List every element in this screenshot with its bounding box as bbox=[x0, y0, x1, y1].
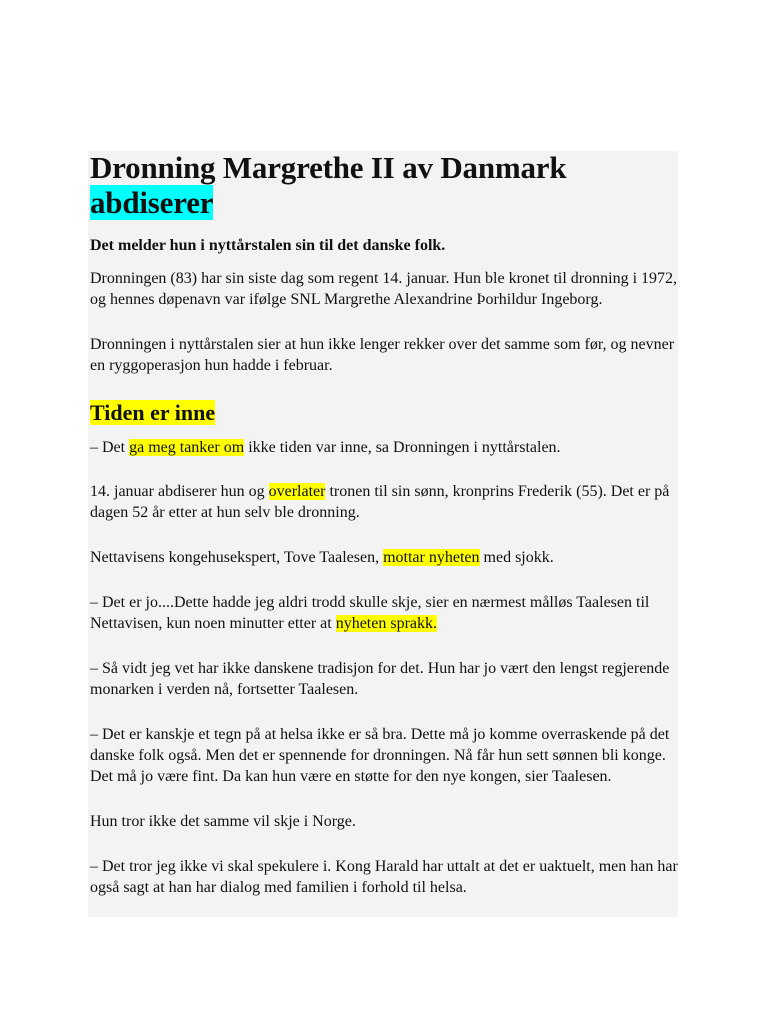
paragraph-6 bbox=[90, 592, 680, 634]
paragraph-9: Hun tror ikke det samme vil skje i Norge. bbox=[90, 813, 356, 830]
paragraph-3-highlight: ga meg tanker om bbox=[129, 439, 245, 456]
paragraph-6-highlight: nyheten sprakk. bbox=[335, 615, 438, 632]
article-title bbox=[90, 150, 680, 220]
paragraph-3 bbox=[90, 437, 680, 458]
paragraph-7: – Så vidt jeg vet har ikke danskene tradisjon for det. Hun har jo vært den lengst regjerende monarken i verden nå, fortsetter Taalesen. bbox=[90, 660, 670, 698]
paragraph-1: Dronningen (83) har sin siste dag som regent 14. januar. Hun ble kronet til dronning i 1972, og hennes døpenavn var ifølge SNL Margrethe Alexandrine Þorhildur Ingeborg. bbox=[90, 270, 678, 308]
paragraph-2: Dronningen i nyttårstalen sier at hun ikke lenger rekker over det samme som før, og nevner en ryggoperasjon hun hadde i februar. bbox=[90, 336, 675, 374]
paragraph-6-text-before: – Det er jo....Dette hadde jeg aldri trodd skulle skje, sier en nærmest målløs Taalesen til Nettavisen, kun noen minutter etter at bbox=[90, 594, 650, 632]
paragraph-10: – Det tror jeg ikke vi skal spekulere i. Kong Harald har uttalt at det er uaktuelt, men han har også sagt at han har dialog med familien i forhold til helsa. bbox=[90, 858, 678, 896]
paragraph-4-highlight: overlater bbox=[268, 483, 326, 500]
paragraph-5-text-before: Nettavisens kongehusekspert, Tove Taalesen, bbox=[90, 549, 384, 566]
title-line-1: Dronning Margrethe II av Danmark bbox=[90, 150, 567, 185]
paragraph-5 bbox=[90, 547, 680, 568]
paragraph-3-text-before: – Det bbox=[90, 439, 130, 456]
paragraph-4-text-after: tronen til sin sønn, kronprins Frederik (55). Det er på dagen 52 år etter at hun selv ble dronning. bbox=[90, 483, 670, 521]
subheading bbox=[90, 399, 680, 426]
paragraph-5-text-after: med sjokk. bbox=[479, 549, 554, 566]
article-lead: Det melder hun i nyttårstalen sin til det danske folk. bbox=[90, 237, 446, 254]
title-line-2-highlighted: abdiserer bbox=[90, 185, 214, 220]
article bbox=[90, 150, 680, 898]
paragraph-5-highlight: mottar nyheten bbox=[383, 549, 480, 566]
paragraph-8: – Det er kanskje et tegn på at helsa ikke er så bra. Dette må jo komme overraskende på det danske folk også. Men det er spennende for dronningen. Nå får hun sett sønnen bli konge. Det må jo være fint. Da kan hun være en støtte for den nye kongen, sier Taalesen. bbox=[90, 726, 670, 785]
paragraph-4-text-before: 14. januar abdiserer hun og bbox=[90, 483, 269, 500]
subheading-text: Tiden er inne bbox=[90, 400, 216, 425]
paragraph-3-text-after: ikke tiden var inne, sa Dronningen i nyttårstalen. bbox=[244, 439, 561, 456]
paragraph-4 bbox=[90, 481, 680, 523]
